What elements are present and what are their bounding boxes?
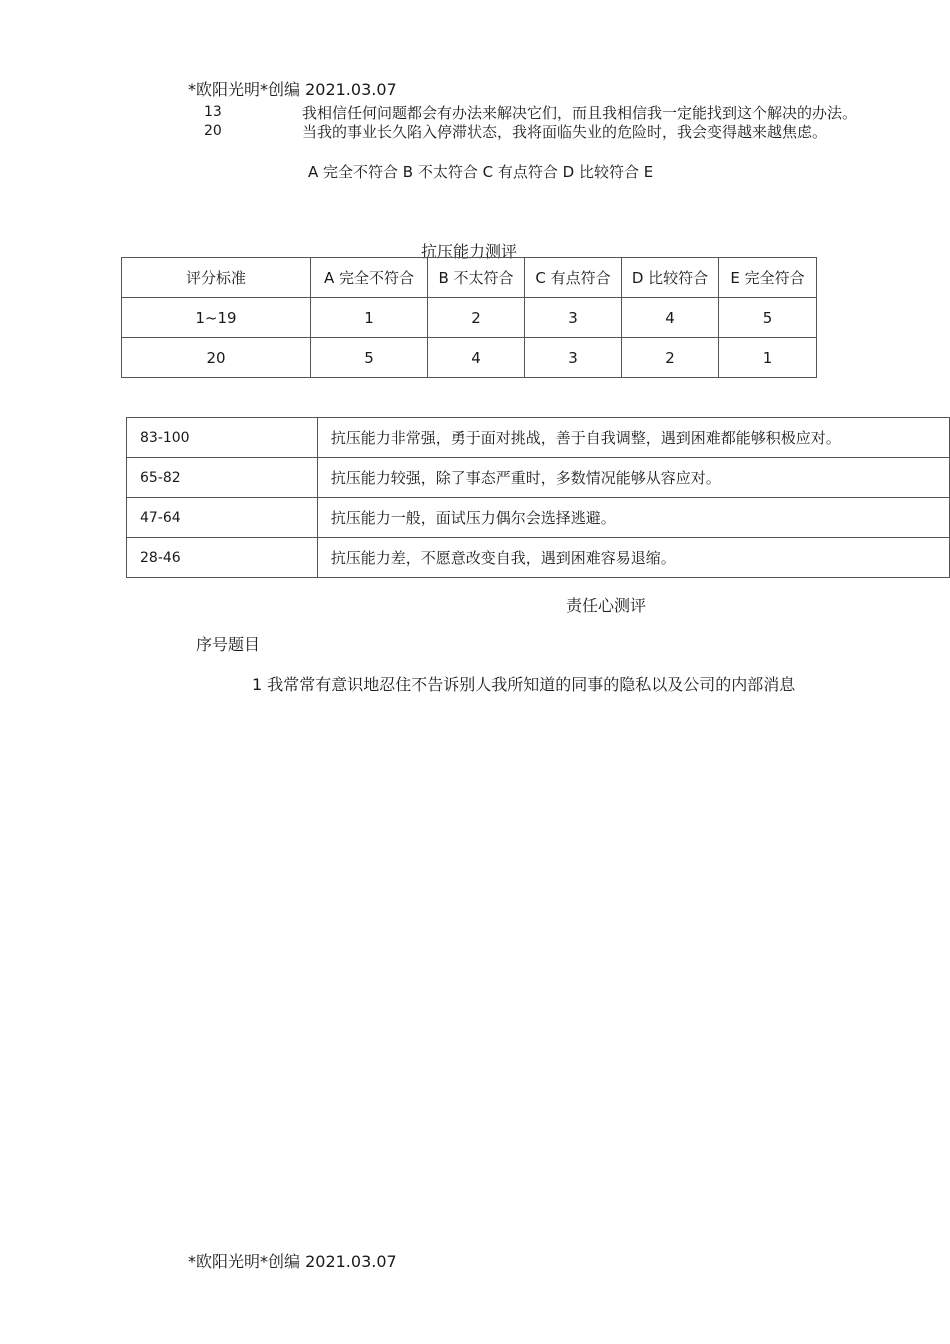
- description-cell: 抗压能力差，不愿意改变自我，遇到困难容易退缩。: [317, 538, 949, 578]
- table-row: [127, 538, 950, 578]
- table-cell: 4: [622, 298, 719, 338]
- table-row: [127, 498, 950, 538]
- result-interpretation-table: [126, 417, 950, 578]
- table-row: [122, 298, 817, 338]
- table-cell: 1: [311, 298, 428, 338]
- header-cell: 评分标准: [122, 258, 311, 298]
- answer-scale-line: A 完全不符合 B 不太符合 C 有点符合 D 比较符合 E: [308, 163, 654, 181]
- table-cell: 20: [122, 338, 311, 378]
- header-cell: B 不太符合: [428, 258, 525, 298]
- table-cell: 2: [428, 298, 525, 338]
- score-range-cell: 47-64: [127, 498, 318, 538]
- description-cell: 抗压能力较强，除了事态严重时，多数情况能够从容应对。: [317, 458, 949, 498]
- stress-test-title: 抗压能力测评: [421, 242, 518, 261]
- stress-scoring-table: [121, 257, 817, 378]
- score-range-cell: 65-82: [127, 458, 318, 498]
- table-row: [127, 458, 950, 498]
- question-column-header: 序号题目: [196, 635, 261, 654]
- table-cell: 3: [525, 338, 622, 378]
- table-header-row: [122, 258, 817, 298]
- table-row: [122, 338, 817, 378]
- description-cell: 抗压能力非常强，勇于面对挑战，善于自我调整，遇到困难都能够积极应对。: [317, 418, 949, 458]
- header-cell: D 比较符合: [622, 258, 719, 298]
- question-number: 13: [204, 104, 222, 120]
- page-footer: *欧阳光明*创编 2021.03.07: [188, 1252, 397, 1271]
- table-cell: 5: [719, 298, 817, 338]
- question-text: 当我的事业长久陷入停滞状态，我将面临失业的危险时，我会变得越来越焦虑。: [302, 123, 828, 141]
- score-range-cell: 28-46: [127, 538, 318, 578]
- question-number: 20: [204, 123, 222, 139]
- table-row: [127, 418, 950, 458]
- page-header: *欧阳光明*创编 2021.03.07: [188, 80, 397, 99]
- table-cell: 1~19: [122, 298, 311, 338]
- table-cell: 3: [525, 298, 622, 338]
- table-cell: 1: [719, 338, 817, 378]
- table-cell: 4: [428, 338, 525, 378]
- responsibility-test-title: 责任心测评: [566, 596, 647, 615]
- header-cell: C 有点符合: [525, 258, 622, 298]
- header-cell: E 完全符合: [719, 258, 817, 298]
- header-cell: A 完全不符合: [311, 258, 428, 298]
- score-range-cell: 83-100: [127, 418, 318, 458]
- table-cell: 2: [622, 338, 719, 378]
- question-text: 我相信任何问题都会有办法来解决它们，而且我相信我一定能找到这个解决的办法。: [302, 104, 858, 122]
- description-cell: 抗压能力一般，面试压力偶尔会选择逃避。: [317, 498, 949, 538]
- table-cell: 5: [311, 338, 428, 378]
- responsibility-item: 1 我常常有意识地忍住不告诉别人我所知道的同事的隐私以及公司的内部消息: [252, 675, 796, 694]
